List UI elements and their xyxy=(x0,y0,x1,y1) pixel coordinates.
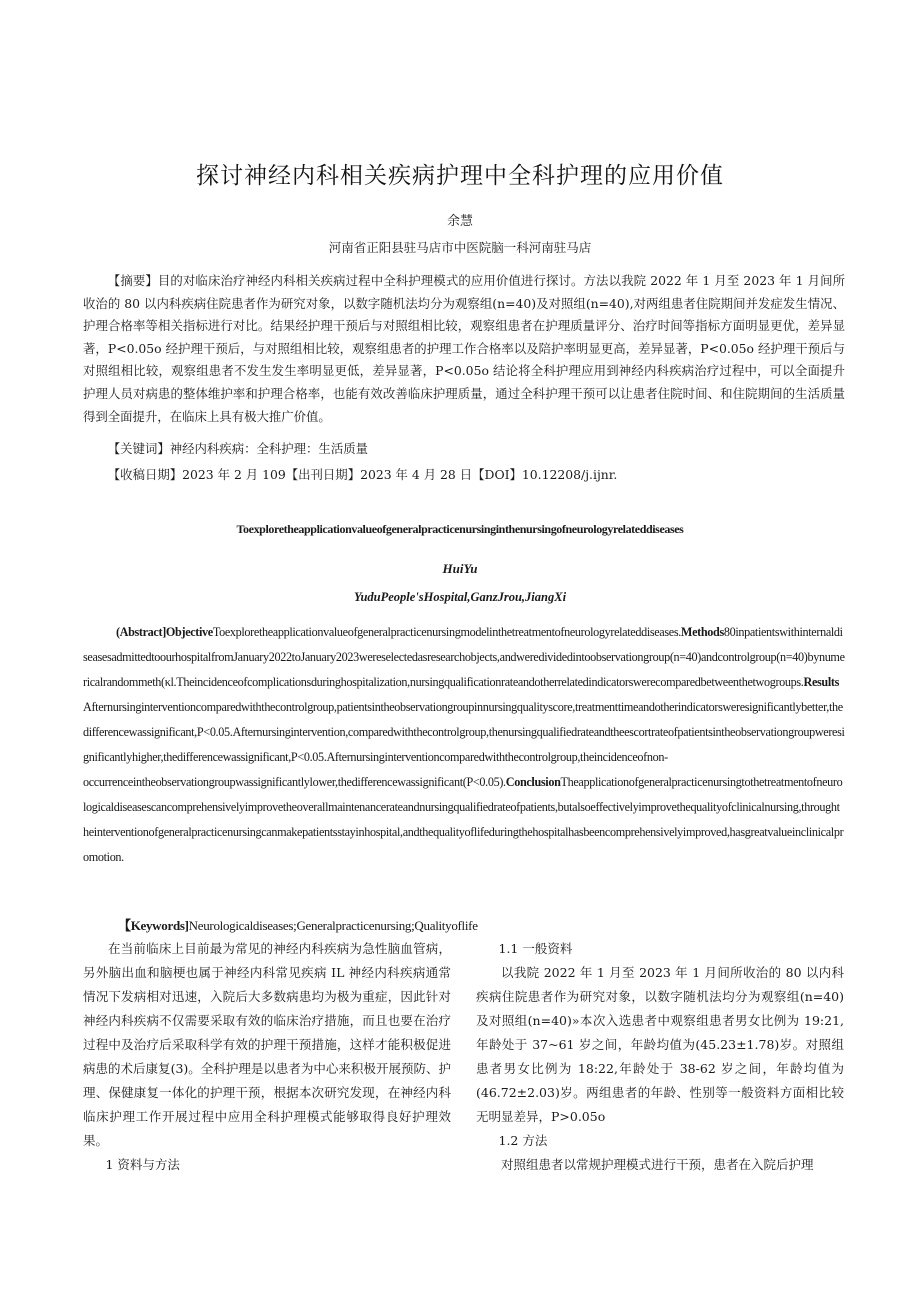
body-column-right xyxy=(476,937,844,1177)
body-column-left xyxy=(83,937,451,1177)
conclusion-text: Theapplicationofgeneralpracticenursingtothetreatmentofneurologicaldiseasescancomprehensivelyimprovetheoverallmaintenancerateandnursingqualifiedrateofpatients,butalsoeffectivelyimprovethequalityofclinicalnursing,throughtheinterventionofgeneralpracticenursingcanmakepatientsstayinhospital,andthequalityoflifeduringthehospitalhasbeencomprehensivelyimproved,hasgreatvalueinclinicalpromotion. xyxy=(83,775,844,864)
objective-text: Toexploretheapplicationvalueofgeneralpracticenursingmodelinthetreatmentofneurologyrelateddiseases. xyxy=(212,625,681,639)
section-heading-methods: 1 资料与方法 xyxy=(105,1157,180,1172)
subsection-heading-general: 1.1 一般资料 xyxy=(498,941,573,956)
intro-paragraph: 在当前临床上目前最为常见的神经内科疾病为急性脑血管病，另外脑出血和脑梗也属于神经内科常见疾病 IL 神经内科疾病通常情况下发病相对迅速，入院后大多数病患均为极为重症，因此针对神经内科疾病不仅需要采取有效的临床治疗措施，而且也要在治疗过程中及治疗后采取科学有效的护理干预措施，这样才能积极促进病患的术后康复(3)。全科护理是以患者为中心来积极开展预防、护理、保健康复一体化的护理干预，根据本次研究发现，在神经内科临床护理工作开展过程中应用全科护理模式能够取得良好护理效果。 xyxy=(83,941,451,1148)
results-text: Afternursinginterventioncomparedwiththecontrolgroup,patientsintheobservationgroupinnursingqualityscore,treatmenttimeandotherindicatorsweresignificantlybetter,thedifferencewassignificant,P<0.05.Afternursingintervention,comparedwiththecontrolgroup,thenursingqualifiedrateandtheescortrateofpatientsintheobservationgroupweresignificantlyhigher,thedifferencewassignificant,P<0.05.Afternursinginterventioncomparedwiththecontrolgroup,theincidenceofnon- xyxy=(83,700,845,764)
english-author: HuiYu xyxy=(442,561,478,576)
methods-text: 80inpatientswithinternaldiseasesadmittedtoourhospitalfromJanuary2022toJanuary2023wereselectedasresearchobjects,andweredividedintoobservationgroup(n=40)andcontrolgroup(n=40)bynumericalrandommeth(κl.Theincidenceofcomplicationsduringhospitalization,nursingqualificationrateandotherrelatedindicatorswerecomparedbetweenthetwogroups. xyxy=(83,625,845,689)
abstract-english-paragraph xyxy=(83,620,845,770)
paper-title: 探讨神经内科相关疾病护理中全科护理的应用价值 xyxy=(196,163,724,189)
abstract-label: (Abstract] xyxy=(115,625,166,639)
results-label: Results xyxy=(803,675,839,689)
abstract-english xyxy=(83,620,845,870)
keywords-chinese: 【关键词】神经内科疾病：全科护理：生活质量 xyxy=(107,441,368,456)
english-affiliation: YuduPeople'sHospital,GanzJrou,JiangXi xyxy=(353,590,567,604)
abstract-chinese xyxy=(83,270,845,428)
keywords-label: 【Keywords] xyxy=(118,918,189,933)
keywords-text: Neurologicaldiseases;Generalpracticenursing;Qualityoflife xyxy=(188,918,478,933)
abstract-chinese-text: 【摘要】目的对临床治疗神经内科相关疾病过程中全科护理模式的应用价值进行探讨。方法以我院 2022 年 1 月至 2023 年 1 月间所收治的 80 以内科疾病住院患者作为研究对象，以数字随机法均分为观察组(n=40)及对照组(n=40),对两组患者住院期间并发症发生情况、护理合格率等相关指标进行对比。结果经护理干预后与对照组相比较，观察组患者在护理质量评分、治疗时间等指标方面明显更优，差异显著，P<0.05o 经护理干预后，与对照组相比较，观察组患者的护理工作合格率以及陪护率明显更高，差异显著，P<0.05o 经护理干预后与对照组相比较，观察组患者不发生发生率明显更低，差异显著，P<0.05o 结论将全科护理应用到神经内科疾病治疗过程中，可以全面提升护理人员对病患的整体维护率和护理合格率，也能有效改善临床护理质量，通过全科护理干预可以让患者住院时间、和住院期间的生活质量得到全面提升，在临床上具有极大推广价值。 xyxy=(83,273,845,424)
subsection-heading-method: 1.2 方法 xyxy=(498,1133,548,1148)
general-data-paragraph: 以我院 2022 年 1 月至 2023 年 1 月间所收治的 80 以内科疾病住院患者作为研究对象，以数字随机法均分为观察组(n=40)及对照组(n=40)»本次入选患者中观察组患者男女比例为 19:21,年龄处于 37~61 岁之间，年龄均值为(45.23±1.78)岁。对照组患者男女比例为 18:22,年龄处于 38-62 岁之间，年龄均值为(46.72±2.03)岁。两组患者的年龄、性别等一般资料方面相比较无明显差异，P>0.05o xyxy=(476,965,844,1124)
methods-label: Methods xyxy=(680,625,724,639)
objective-label: Objective xyxy=(165,625,213,639)
abstract-english-continuation xyxy=(83,770,845,870)
conclusion-label: Conclusion xyxy=(505,775,561,789)
results-text-continued: occurrenceintheobservationgroupwassignificantlylower,thedifferencewassignificant(P<0.05). xyxy=(83,775,506,789)
author-name: 余慧 xyxy=(446,214,473,229)
publication-dates: 【收稿日期】2023 年 2 月 109【出刊日期】2023 年 4 月 28 日【DOI】10.12208/j.ijnr. xyxy=(107,467,618,482)
author-affiliation: 河南省正阳县驻马店市中医院脑一科河南驻马店 xyxy=(328,240,592,255)
english-title: Toexploretheapplicationvalueofgeneralpracticenursinginthenursingofneurologyrelateddiseases xyxy=(236,522,684,536)
method-paragraph: 对照组患者以常规护理模式进行干预，患者在入院后护理 xyxy=(501,1157,814,1172)
keywords-english xyxy=(118,915,858,934)
